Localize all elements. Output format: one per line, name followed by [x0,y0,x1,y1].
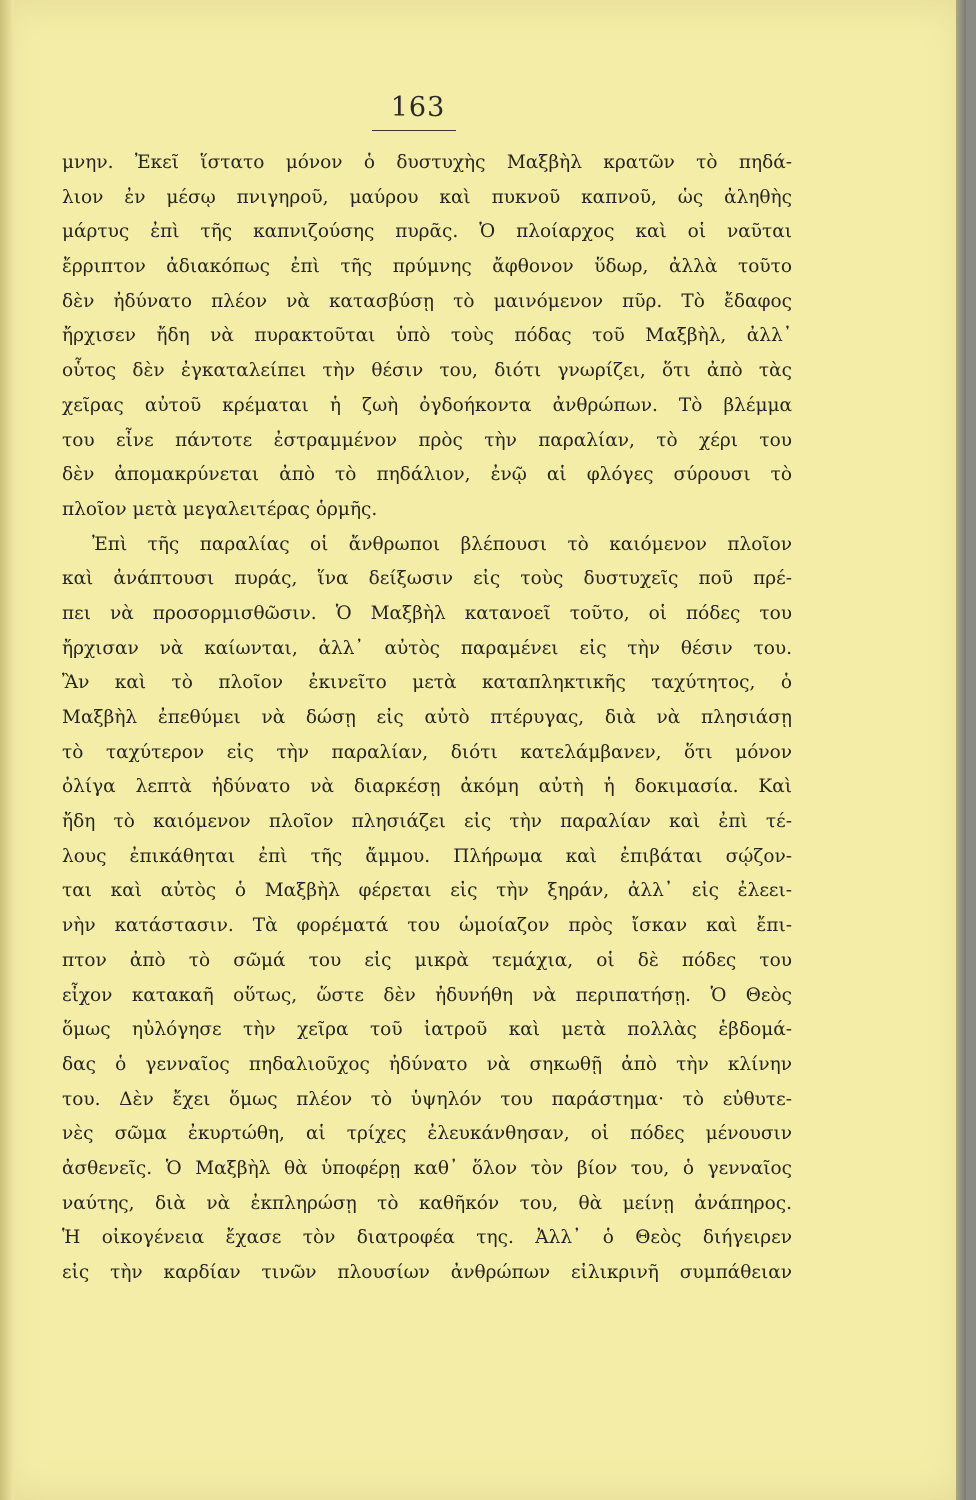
text-line: Ἂν καὶ τὸ πλοῖον ἐκινεῖτο μετὰ καταπληκτικῆς ταχύτητος, ὁ [62,672,792,694]
text-line: χεῖρας αὐτοῦ κρέμαται ἡ ζωὴ ὀγδοήκοντα ἀνθρώπων. Τὸ βλέμμα [62,394,792,416]
text-line: δὲν ἀπομακρύνεται ἀπὸ τὸ πηδάλιον, ἐνῷ αἱ φλόγες σύρουσι τὸ [62,464,792,486]
text-line: ἤρχισαν νὰ καίωνται, ἀλλ᾿ αὐτὸς παραμένει εἰς τὴν θέσιν του. [62,637,792,659]
text-line: του. Δὲν ἔχει ὅμως πλέον τὸ ὑψηλόν του παράστημα· τὸ εὐθυτε- [62,1088,792,1110]
text-line: ἀσθενεῖς. Ὁ Μαξβὴλ θὰ ὑποφέρῃ καθ᾿ ὅλον τὸν βίον του, ὁ γενναῖος [62,1157,792,1179]
text-line: δας ὁ γενναῖος πηδαλιοῦχος ἠδύνατο νὰ σηκωθῇ ἀπὸ τὴν κλίνην [62,1053,792,1075]
text-line: πλοῖον μετὰ μεγαλειτέρας ὁρμῆς. [62,498,378,520]
text-line: ἤδη τὸ καιόμενον πλοῖον πλησιάζει εἰς τὴν παραλίαν καὶ ἐπὶ τέ- [62,811,792,833]
text-line: Μαξβὴλ ἐπεθύμει νὰ δώσῃ εἰς αὐτὸ πτέρυγας, διὰ νὰ πλησιάσῃ [62,707,792,728]
text-line: καὶ ἀνάπτουσι πυράς, ἵνα δείξωσιν εἰς τοὺς δυστυχεῖς ποῦ πρέ- [62,568,792,590]
text-line: μάρτυς ἐπὶ τῆς καπνιζούσης πυρᾶς. Ὁ πλοίαρχος καὶ οἱ ναῦται [62,221,792,243]
text-line: ἔρριπτον ἀδιακόπως ἐπὶ τῆς πρύμνης ἄφθονον ὕδωρ, ἀλλὰ τοῦτο [62,256,792,278]
text-line: δὲν ἠδύνατο πλέον νὰ κατασβύσῃ τὸ μαινόμενον πῦρ. Τὸ ἔδαφος [62,290,792,312]
body-text [62,146,792,1291]
text-line: Ἐπὶ τῆς παραλίας οἱ ἄνθρωποι βλέπουσι τὸ καιόμενον πλοῖον [92,533,792,555]
page-edge [956,0,966,1500]
page-number: 163 [390,92,446,123]
text-line: ἤρχισεν ἤδη νὰ πυρακτοῦται ὑπὸ τοὺς πόδας τοῦ Μαξβὴλ, ἀλλ᾿ [62,325,792,347]
text-line: εἰς τὴν καρδίαν τινῶν πλουσίων ἀνθρώπων εἰλικρινῆ συμπάθειαν [62,1262,792,1283]
text-line: νὴν κατάστασιν. Τὰ φορέματά του ὡμοίαζον πρὸς ἴσκαν καὶ ἔπι- [62,915,792,937]
text-line: οὗτος δὲν ἐγκαταλείπει τὴν θέσιν του, διότι γνωρίζει, ὅτι ἀπὸ τὰς [62,360,792,382]
text-line: του εἶνε πάντοτε ἐστραμμένον πρὸς τὴν παραλίαν, τὸ χέρι του [62,429,792,451]
text-line: λους ἐπικάθηται ἐπὶ τῆς ἄμμου. Πλήρωμα καὶ ἐπιβάται σῴζον- [62,845,792,867]
text-line: μνην. Ἐκεῖ ἵστατο μόνον ὁ δυστυχὴς Μαξβὴλ κρατῶν τὸ πηδά- [62,152,792,173]
header-rule [372,130,456,131]
text-line: Ἡ οἰκογένεια ἔχασε τὸν διατροφέα της. Ἀλλ᾿ ὁ Θεὸς διήγειρεν [62,1227,792,1249]
text-line: ται καὶ αὐτὸς ὁ Μαξβὴλ φέρεται εἰς τὴν ξηράν, ἀλλ᾿ εἰς ἐλεει- [62,880,792,902]
text-line: ὅμως ηὐλόγησε τὴν χεῖρα τοῦ ἰατροῦ καὶ μετὰ πολλὰς ἑβδομά- [62,1019,792,1041]
page-gutter-shadow [0,0,14,1500]
text-line: εἶχον κατακαῆ οὕτως, ὥστε δὲν ἠδυνήθη νὰ περιπατήσῃ. Ὁ Θεὸς [62,984,792,1006]
text-line: τὸ ταχύτερον εἰς τὴν παραλίαν, διότι κατελάμβανεν, ὅτι μόνον [62,741,792,763]
text-line: πτον ἀπὸ τὸ σῶμά του εἰς μικρὰ τεμάχια, οἱ δὲ πόδες του [62,949,792,971]
text-line: ναύτης, διὰ νὰ ἐκπληρώσῃ τὸ καθῆκόν του, θὰ μείνῃ ἀνάπηρος. [62,1192,792,1214]
text-line: ὀλίγα λεπτὰ ἠδύνατο νὰ διαρκέσῃ ἀκόμη αὐτὴ ἡ δοκιμασία. Καὶ [62,776,792,798]
text-line: νὲς σῶμα ἐκυρτώθη, αἱ τρίχες ἐλευκάνθησαν, οἱ πόδες μένουσιν [62,1123,792,1145]
text-line: πει νὰ προσορμισθῶσιν. Ὁ Μαξβὴλ κατανοεῖ τοῦτο, οἱ πόδες του [62,602,792,624]
text-line: λιον ἐν μέσῳ πνιγηροῦ, μαύρου καὶ πυκνοῦ καπνοῦ, ὡς ἀληθὴς [62,186,792,208]
